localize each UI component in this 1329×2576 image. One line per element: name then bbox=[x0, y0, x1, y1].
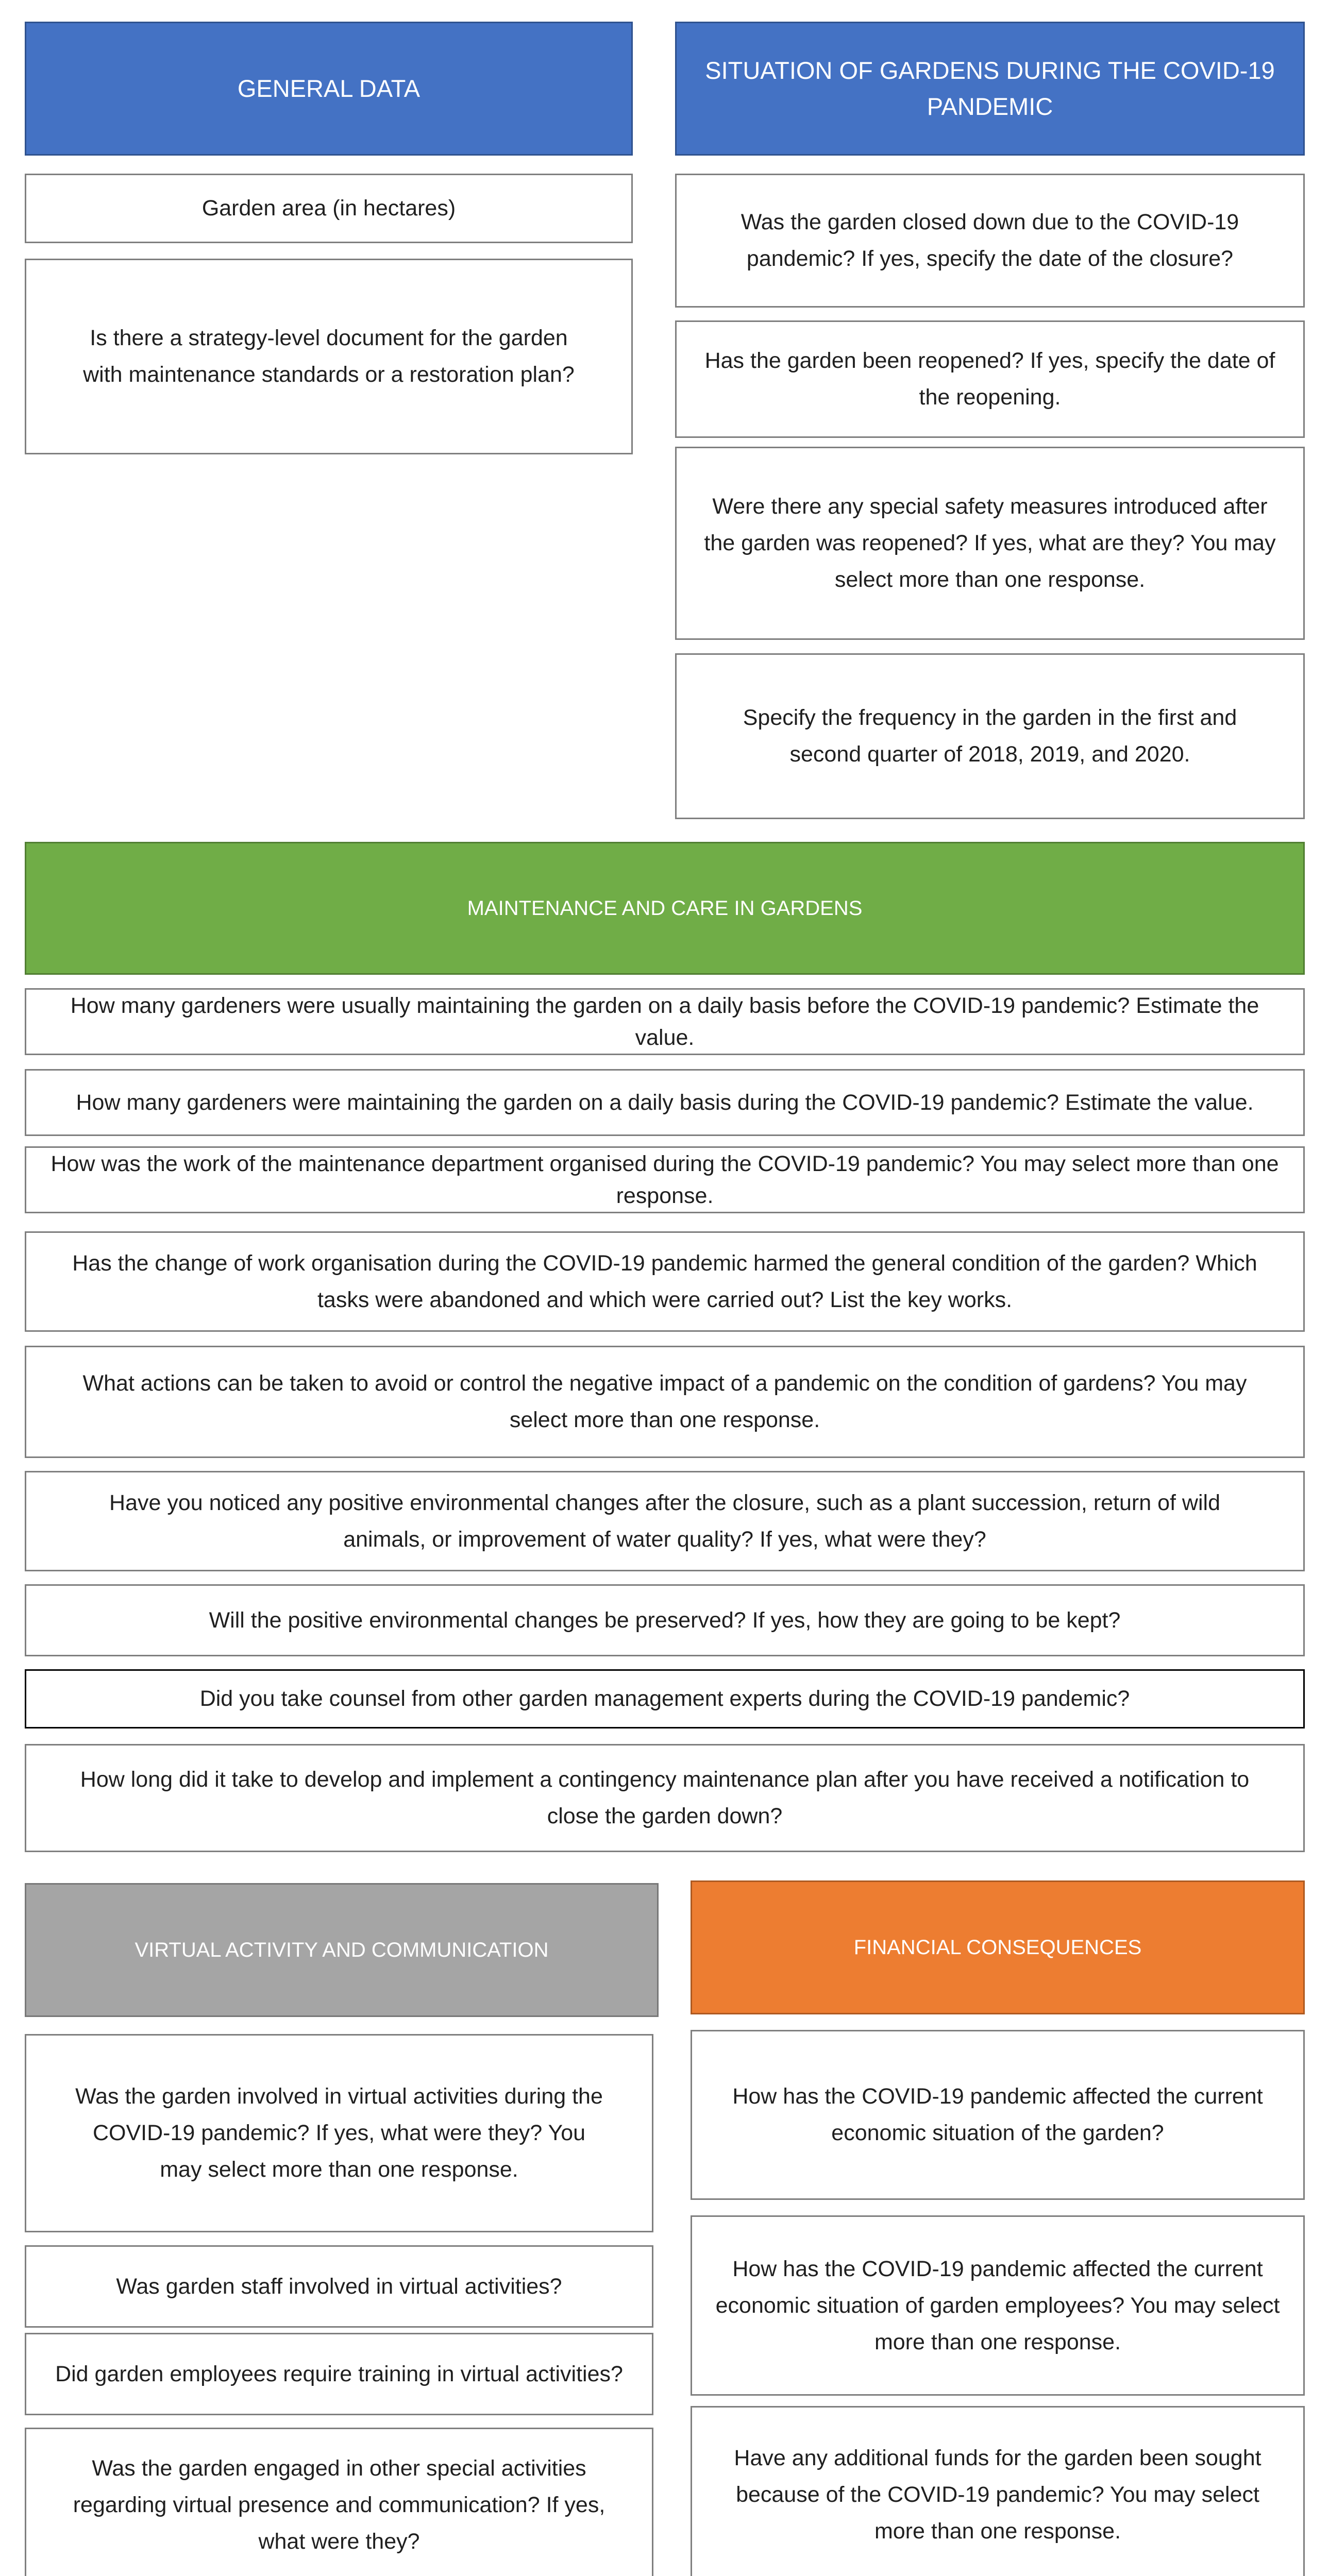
situation-item-reopening bbox=[675, 320, 1305, 438]
maintenance-item-counsel bbox=[25, 1669, 1305, 1728]
maintenance-item-gardeners-before bbox=[25, 988, 1305, 1055]
virtual-header-label: VIRTUAL ACTIVITY AND COMMUNICATION bbox=[134, 1939, 549, 1961]
financial-item-text: How has the COVID-19 pandemic affected the current economic situation of garden employees? You may select more than one response. bbox=[715, 2256, 1280, 2354]
financial-item-additional-funds bbox=[691, 2406, 1305, 2576]
general-data-header-label: GENERAL DATA bbox=[237, 75, 420, 102]
financial-item-garden-economy bbox=[691, 2030, 1305, 2200]
virtual-item-training bbox=[25, 2333, 653, 2415]
situation-header bbox=[675, 22, 1305, 156]
maintenance-item-text: What actions can be taken to avoid or control the negative impact of a pandemic on the condition of gardens? You may select more than one response. bbox=[82, 1371, 1247, 1432]
financial-item-text: Have any additional funds for the garden been sought because of the COVID-19 pandemic? You may select more than one response. bbox=[734, 2446, 1261, 2544]
maintenance-item-text: Will the positive environmental changes be preserved? If yes, how they are going to be kept? bbox=[209, 1607, 1121, 1633]
maintenance-header-label: MAINTENANCE AND CARE IN GARDENS bbox=[467, 897, 863, 920]
situation-header-label: SITUATION OF GARDENS DURING THE COVID-19 PANDEMIC bbox=[705, 57, 1275, 120]
maintenance-item-changes-preserved bbox=[25, 1584, 1305, 1656]
maintenance-item-text: How long did it take to develop and implement a contingency maintenance plan after you have received a notification to close the garden down? bbox=[80, 1767, 1250, 1828]
situation-item-text: Was the garden closed down due to the COVID-19 pandemic? If yes, specify the date of the closure? bbox=[741, 210, 1239, 271]
maintenance-item-text: Have you noticed any positive environmental changes after the closure, such as a plant succession, return of wild animals, or improvement of water quality? If yes, what were they? bbox=[109, 1490, 1220, 1552]
maintenance-item-harm-condition bbox=[25, 1231, 1305, 1332]
financial-item-employees-economy bbox=[691, 2215, 1305, 2396]
maintenance-header bbox=[25, 842, 1305, 975]
virtual-item-text: Was garden staff involved in virtual activities? bbox=[116, 2274, 562, 2299]
general-data-header bbox=[25, 22, 633, 156]
maintenance-item-text: Has the change of work organisation during the COVID-19 pandemic harmed the general condition of the garden? Which tasks were abandoned and which were carried out? List the key works. bbox=[72, 1250, 1257, 1312]
maintenance-item-contingency-plan bbox=[25, 1744, 1305, 1852]
virtual-item-special-activities bbox=[25, 2428, 653, 2576]
virtual-item-text: Did garden employees require training in virtual activities? bbox=[55, 2362, 623, 2386]
maintenance-item-text: Did you take counsel from other garden management experts during the COVID-19 pandemic? bbox=[199, 1686, 1130, 1711]
financial-item-text: How has the COVID-19 pandemic affected the current economic situation of the garden? bbox=[732, 2084, 1263, 2145]
maintenance-item-work-organisation bbox=[25, 1146, 1305, 1213]
general-item-text: Garden area (in hectares) bbox=[201, 196, 456, 221]
general-item-garden-area bbox=[25, 174, 633, 243]
situation-item-text: Has the garden been reopened? If yes, specify the date of the reopening. bbox=[704, 348, 1275, 410]
financial-header-label: FINANCIAL CONSEQUENCES bbox=[853, 1936, 1142, 1959]
maintenance-item-text: How was the work of the maintenance department organised during the COVID-19 pandemic? You may select more than one response. bbox=[51, 1151, 1279, 1208]
maintenance-item-actions bbox=[25, 1346, 1305, 1458]
situation-item-safety-measures bbox=[675, 447, 1305, 640]
virtual-item-text: Was the garden engaged in other special activities regarding virtual presence and communication? If yes, what were they? bbox=[73, 2455, 605, 2554]
maintenance-item-text: How many gardeners were maintaining the garden on a daily basis during the COVID-19 pandemic? Estimate the value. bbox=[76, 1090, 1254, 1115]
situation-item-frequency bbox=[675, 653, 1305, 819]
financial-header bbox=[691, 1880, 1305, 2014]
general-item-text: Is there a strategy-level document for the garden with maintenance standards or a restoration plan? bbox=[83, 326, 575, 387]
virtual-item-text: Was the garden involved in virtual activities during the COVID-19 pandemic? If yes, what were they? You may select more than one response. bbox=[75, 2084, 603, 2182]
situation-item-text: Specify the frequency in the garden in the first and second quarter of 2018, 2019, and 2020. bbox=[743, 705, 1237, 767]
situation-item-text: Were there any special safety measures introduced after the garden was reopened? If yes, what are they? You may select more than one response. bbox=[704, 494, 1276, 592]
situation-item-closure bbox=[675, 174, 1305, 308]
maintenance-item-environmental-changes bbox=[25, 1471, 1305, 1571]
virtual-item-staff bbox=[25, 2245, 653, 2328]
virtual-header bbox=[25, 1883, 659, 2017]
virtual-item-involved bbox=[25, 2034, 653, 2232]
maintenance-item-text: How many gardeners were usually maintaining the garden on a daily basis before the COVID-19 pandemic? Estimate the value. bbox=[70, 993, 1259, 1050]
general-item-strategy-document bbox=[25, 259, 633, 454]
maintenance-item-gardeners-during bbox=[25, 1069, 1305, 1136]
